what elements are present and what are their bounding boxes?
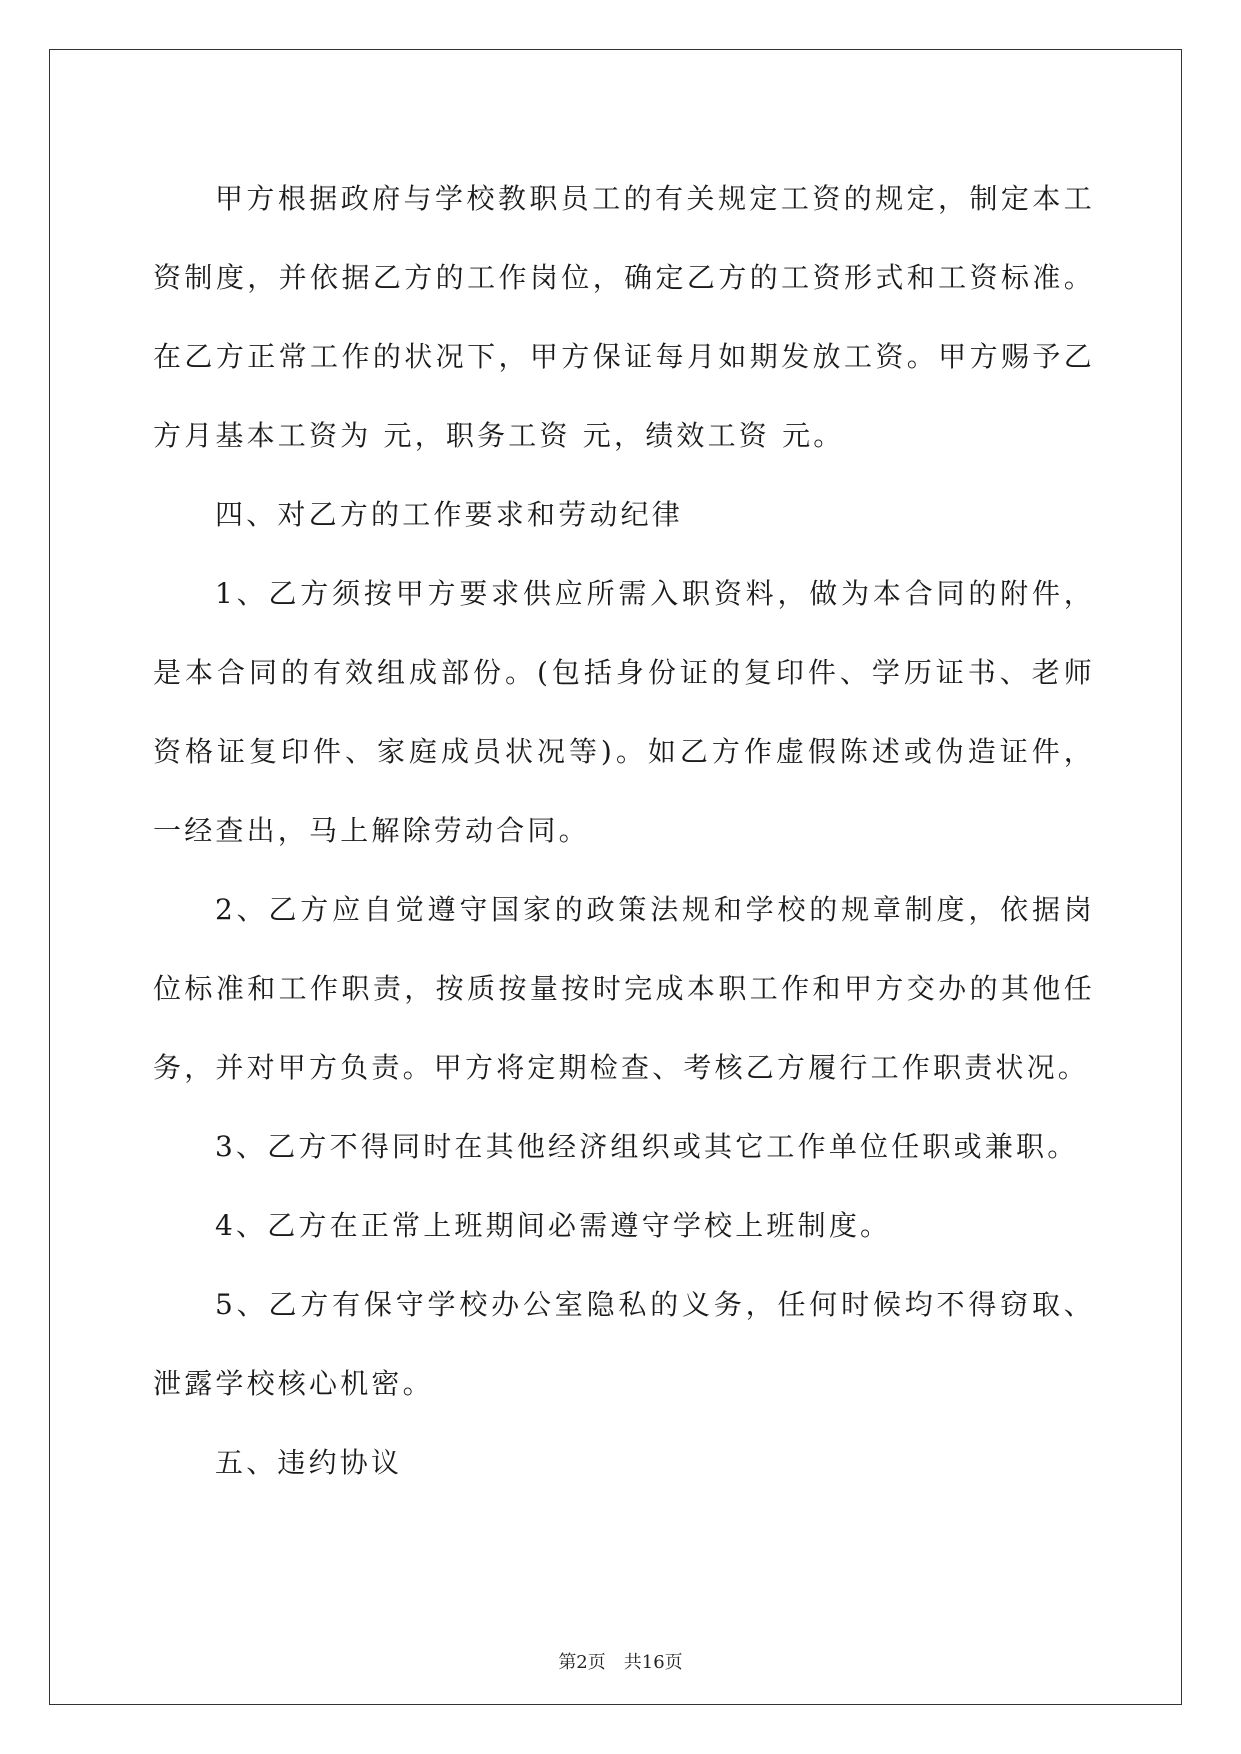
clause-2-rules-compliance: 2、乙方应自觉遵守国家的政策法规和学校的规章制度，依据岗位标准和工作职责，按质按量按时完成本职工作和甲方交办的其他任务，并对甲方负责。甲方将定期检查、考核乙方履行工作职责状况。 — [153, 893, 1095, 1084]
page-number: 第2页 — [558, 1652, 606, 1673]
clause-1-onboarding-documents: 1、乙方须按甲方要求供应所需入职资料，做为本合同的附件，是本合同的有效组成部份。(包括身份证的复印件、学历证书、老师资格证复印件、家庭成员状况等)。如乙方作虚假陈述或伪造证件，一经查出，马上解除劳动合同。 — [153, 577, 1095, 847]
clause-5-confidentiality: 5、乙方有保守学校办公室隐私的义务，任何时候均不得窃取、泄露学校核心机密。 — [153, 1288, 1095, 1400]
paragraph-wage-system: 甲方根据政府与学校教职员工的有关规定工资的规定，制定本工资制度，并依据乙方的工作岗位，确定乙方的工资形式和工资标准。在乙方正常工作的状况下，甲方保证每月如期发放工资。甲方赐予乙方月基本工资为 元，职务工资 元，绩效工资 元。 — [153, 182, 1095, 452]
section-heading-five: 五、违约协议 — [215, 1446, 403, 1479]
clause-3-no-outside-employment: 3、乙方不得同时在其他经济组织或其它工作单位任职或兼职。 — [215, 1130, 1079, 1163]
page-footer — [0, 1648, 1241, 1674]
document-body — [153, 159, 1095, 1502]
total-pages: 共16页 — [623, 1652, 683, 1673]
clause-4-working-hours: 4、乙方在正常上班期间必需遵守学校上班制度。 — [215, 1209, 892, 1242]
section-heading-four: 四、对乙方的工作要求和劳动纪律 — [215, 498, 684, 531]
